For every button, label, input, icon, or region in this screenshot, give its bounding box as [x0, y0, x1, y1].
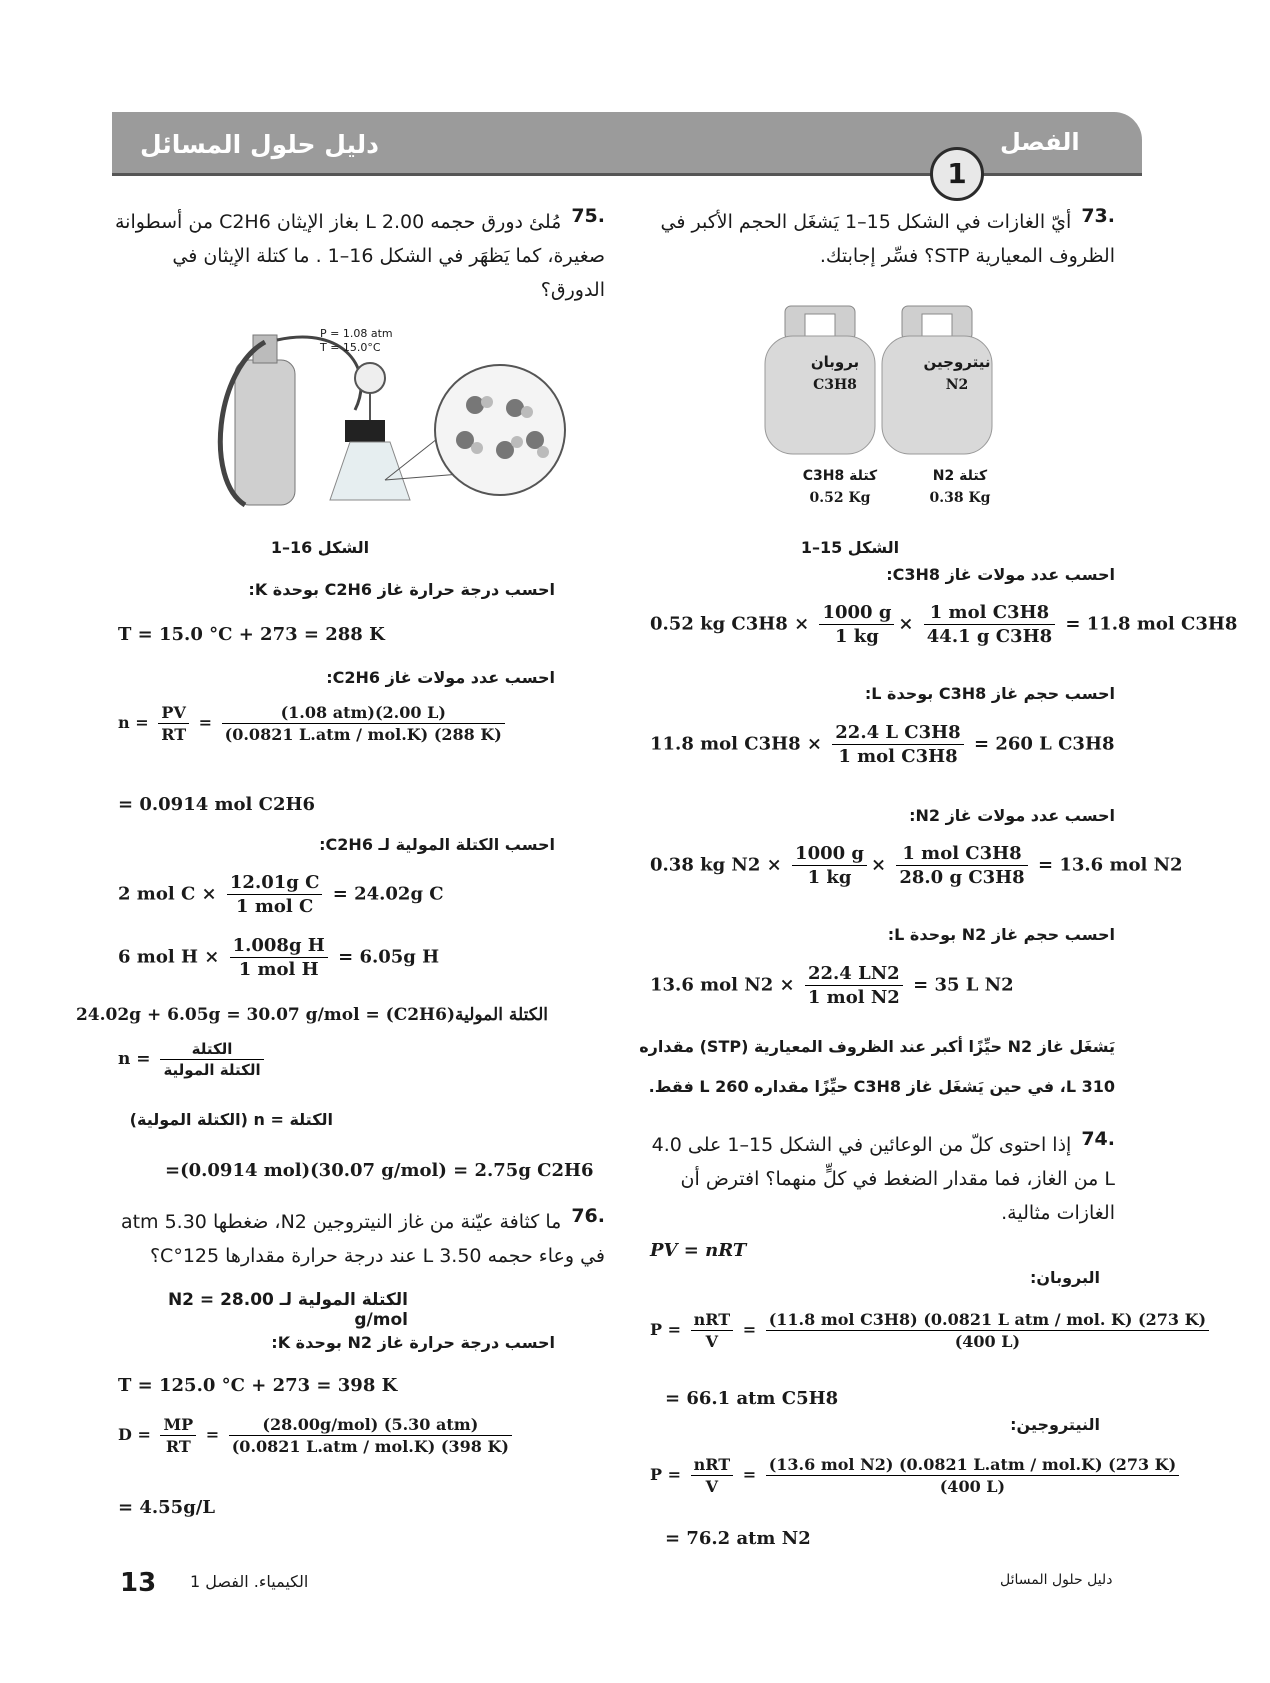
eqC-start: 2 mol C × [118, 883, 217, 905]
q75-eqT: T = 15.0 °C + 273 = 288 K [118, 624, 385, 645]
q73-text: أيّ الغازات في الشكل 15–1 يَشغَل الحجم الأكبر في الظروف المعيارية STP؟ فسِّر إجابتك. [660, 211, 1115, 267]
header-title: دليل حلول المسائل [140, 130, 379, 159]
eq1-result: = 11.8 mol C3H8 [1065, 613, 1238, 635]
footer-page-number: 13 [120, 1568, 157, 1598]
header-rule [112, 173, 1142, 176]
p2-lhs: P = [650, 1465, 682, 1484]
figure-1-16-caption: الشكل 16–1 [270, 538, 370, 557]
q74-p2-result: = 76.2 atm N2 [665, 1528, 811, 1549]
q73-eq1: 0.52 kg C3H8 × $\frac{1000 g}{1 kg}$ × $\frac{\text{1 mol C3H8}}{\text{44.1 g C3H8}}$ = 11.8 mol C3H8 [650, 602, 1238, 647]
q76-number: .76 [571, 1205, 605, 1227]
eqC-num: 12.01g C [227, 872, 323, 895]
q75-eqN-result: = 0.0914 mol C2H6 [118, 794, 316, 815]
eq4-result: = 35 L N2 [913, 974, 1014, 996]
fig16-temperature-label: T = 15.0°C [320, 341, 381, 354]
q73-step3: احسب عدد مولات غاز N2: [909, 806, 1115, 825]
q75-text: مُلئ دورق حجمه 2.00 L بغاز الإيثان C2H6 من أسطوانة صغيرة، كما يَظهَر في الشكل 16–1 . ما كتلة الإيثان في الدورق؟ [114, 211, 605, 301]
header-chapter-label: الفصل [1000, 128, 1080, 156]
q76-eqT: T = 125.0 °C + 273 = 398 K [118, 1375, 398, 1396]
eqN-fd: RT [161, 725, 187, 744]
q75-eqH [118, 935, 439, 980]
eqN-lhs: n = [118, 713, 149, 732]
tank-right-formula: N2 [945, 377, 969, 393]
n-formula-num: الكتلة [160, 1040, 263, 1060]
q74-p1: P = $\frac{\text{nRT}}{V}$ = $\frac{\text{(11.8 mol C3H8) (0.0821 L atm / mol. K) (273 K)}}{(400 L)}$ [650, 1310, 1213, 1351]
eq1-f1-num: 1000 g [819, 602, 894, 625]
q75-eqN: n = $\frac{PV}{RT}$ = $\frac{\text{(1.08 atm)(2.00 L)}}{\text{(0.0821 L.atm / mol.K) (288 K)}}$ [118, 703, 509, 744]
q76-block [115, 1205, 605, 1273]
p1-num: (11.8 mol C3H8) (0.0821 L atm / mol. K) (273 K) [766, 1310, 1209, 1331]
p1-fn: nRT [691, 1310, 734, 1331]
q76-molar: الكتلة المولية لـ N2 = 28.00 g/mol [167, 1290, 408, 1330]
eq3-result: = 13.6 mol N2 [1037, 854, 1183, 876]
q73-eq2 [650, 722, 1114, 767]
q74-nitrogen-label: النيتروجين: [1010, 1415, 1100, 1434]
mass-right-value: 0.38 Kg [929, 490, 991, 506]
q76-eqD-result: = 4.55g/L [118, 1497, 216, 1518]
q74-law: PV = nRT [650, 1240, 747, 1261]
q73-answer-line2: 310 L، في حين يَشغَل غاز C3H8 حيِّزًا مقداره 260 L فقط. [648, 1077, 1115, 1096]
q76-text: ما كثافة عيّنة من غاز النيتروجين N2، ضغطها 5.30 atm في وعاء حجمه 3.50 L عند درجة حرارة مقدارها 125°C؟ [120, 1211, 605, 1267]
q73-step2: احسب حجم غاز C3H8 بوحدة L: [864, 684, 1115, 703]
figure-1-16-apparatus [205, 330, 570, 515]
q73-block [640, 205, 1115, 273]
eq2-den: 1 mol C3H8 [838, 746, 958, 767]
eq3-f1-num: 1000 g [792, 843, 867, 866]
eq2-start: 11.8 mol C3H8 × [650, 733, 822, 755]
q75-mass-formula: الكتلة = n (الكتلة المولية) [129, 1110, 333, 1129]
q73-eq4 [650, 963, 1014, 1008]
eq1-f1-den: 1 kg [835, 626, 879, 647]
tank-right-name: نيتروجين [923, 353, 991, 371]
q73-step4: احسب حجم غاز N2 بوحدة L: [887, 925, 1115, 944]
q75-block [115, 205, 605, 307]
q75-step1: احسب درجة حرارة غاز C2H6 بوحدة K: [248, 580, 555, 599]
eq3-start: 0.38 kg N2 × [650, 854, 782, 876]
eqD-fd: RT [165, 1437, 191, 1456]
eqH-result: = 6.05g H [338, 946, 440, 968]
q74-number: .74 [1081, 1128, 1115, 1150]
q75-final: =(0.0914 mol)(30.07 g/mol) = 2.75g C2H6 [165, 1160, 594, 1181]
eq3-f2-num: 1 mol C3H8 [896, 843, 1027, 866]
eqH-start: 6 mol H × [118, 946, 220, 968]
eq2-result: = 260 L C3H8 [973, 733, 1115, 755]
eqN-num: (1.08 atm)(2.00 L) [222, 703, 505, 724]
eq3-f2-den: 28.0 g C3H8 [899, 867, 1025, 888]
eq4-num: 22.4 LN2 [805, 963, 903, 986]
q75-molar-mass-line: الكتلة المولية(C2H6) = 24.02g + 6.05g = 30.07 g/mol [75, 1005, 548, 1025]
eqD-lhs: D = [118, 1425, 151, 1444]
eqD-num: (28.00g/mol) (5.30 atm) [229, 1415, 512, 1436]
q74-p2: P = $\frac{\text{nRT}}{V}$ = $\frac{\text{(13.6 mol N2) (0.0821 L.atm / mol.K) (273 K)}}{(400 L)}$ [650, 1455, 1183, 1496]
eqH-num: 1.008g H [230, 935, 328, 958]
q76-step1: احسب درجة حرارة غاز N2 بوحدة K: [271, 1333, 555, 1352]
p2-den: (400 L) [939, 1477, 1006, 1496]
p2-fd: V [705, 1477, 719, 1496]
p1-fd: V [705, 1332, 719, 1351]
q75-n-formula: n = $\frac{\text{الكتلة}}{\text{الكتلة المولية}}$ [118, 1040, 268, 1079]
q74-text: إذا احتوى كلّ من الوعائين في الشكل 15–1 على 4.0 L من الغاز، فما مقدار الضغط في كلٍّ منهما؟ افترض أن الغازات مثالية. [651, 1134, 1115, 1224]
eqD-fn: MP [160, 1415, 196, 1436]
mass-right-label: كتلة N2 [932, 468, 988, 484]
q75-step3: احسب الكتلة المولية لـ C2H6: [319, 835, 555, 854]
footer-left-text: الكيمياء. الفصل 1 [190, 1572, 309, 1591]
q73-number: .73 [1081, 205, 1115, 227]
p2-num: (13.6 mol N2) (0.0821 L.atm / mol.K) (273 K) [766, 1455, 1179, 1476]
q75-eqC [118, 872, 444, 917]
mass-left-value: 0.52 Kg [809, 490, 871, 506]
q74-block [640, 1128, 1115, 1230]
eq4-start: 13.6 mol N2 × [650, 974, 795, 996]
q76-eqD: D = $\frac{MP}{RT}$ = $\frac{\text{(28.00g/mol) (5.30 atm)}}{\text{(0.0821 L.atm / mol.K) (398 K)}}$ [118, 1415, 516, 1456]
q73-step1: احسب عدد مولات غاز C3H8: [886, 565, 1115, 584]
chapter-number-badge: 1 [930, 147, 984, 201]
q73-eq3: 0.38 kg N2 × $\frac{1000 g}{1 kg}$ × $\frac{\text{1 mol C3H8}}{\text{28.0 g C3H8}}$ = 13.6 mol N2 [650, 843, 1183, 888]
figure-1-15-caption: الشكل 15–1 [800, 538, 900, 557]
n-formula-den: الكتلة المولية [163, 1061, 261, 1079]
p1-den: (400 L) [954, 1332, 1021, 1351]
eqN-den: (0.0821 L.atm / mol.K) (288 K) [224, 725, 502, 744]
eqC-den: 1 mol C [236, 896, 314, 917]
p2-fn: nRT [691, 1455, 734, 1476]
tank-left-formula: C3H8 [813, 377, 857, 393]
tank-left-name: بروبان [810, 353, 860, 371]
eq3-f1-den: 1 kg [807, 867, 852, 888]
mass-left-label: كتلة C3H8 [802, 468, 878, 484]
eqC-result: = 24.02g C [332, 883, 444, 905]
eq1-start: 0.52 kg C3H8 × [650, 613, 810, 635]
q74-p1-result: = 66.1 atm C5H8 [665, 1388, 839, 1409]
q73-answer-line1: يَشغَل غاز N2 حيِّزًا أكبر عند الظروف المعيارية (STP) مقداره [639, 1037, 1115, 1056]
eq1-f2-den: 44.1 g C3H8 [926, 626, 1053, 647]
q75-number: .75 [571, 205, 605, 227]
q75-step2: احسب عدد مولات غاز C2H6: [326, 668, 555, 687]
eq4-den: 1 mol N2 [807, 987, 900, 1008]
eqD-den: (0.0821 L.atm / mol.K) (398 K) [231, 1437, 509, 1456]
eq2-num: 22.4 L C3H8 [832, 722, 963, 745]
p1-lhs: P = [650, 1320, 682, 1339]
footer-right-text: دليل حلول المسائل [1000, 1572, 1113, 1588]
eqH-den: 1 mol H [238, 959, 319, 980]
eq1-f2-num: 1 mol C3H8 [924, 602, 1055, 625]
fig16-pressure-label: P = 1.08 atm [320, 327, 393, 340]
q74-propane-label: البروبان: [1030, 1268, 1100, 1287]
eqN-fn: PV [158, 703, 189, 724]
